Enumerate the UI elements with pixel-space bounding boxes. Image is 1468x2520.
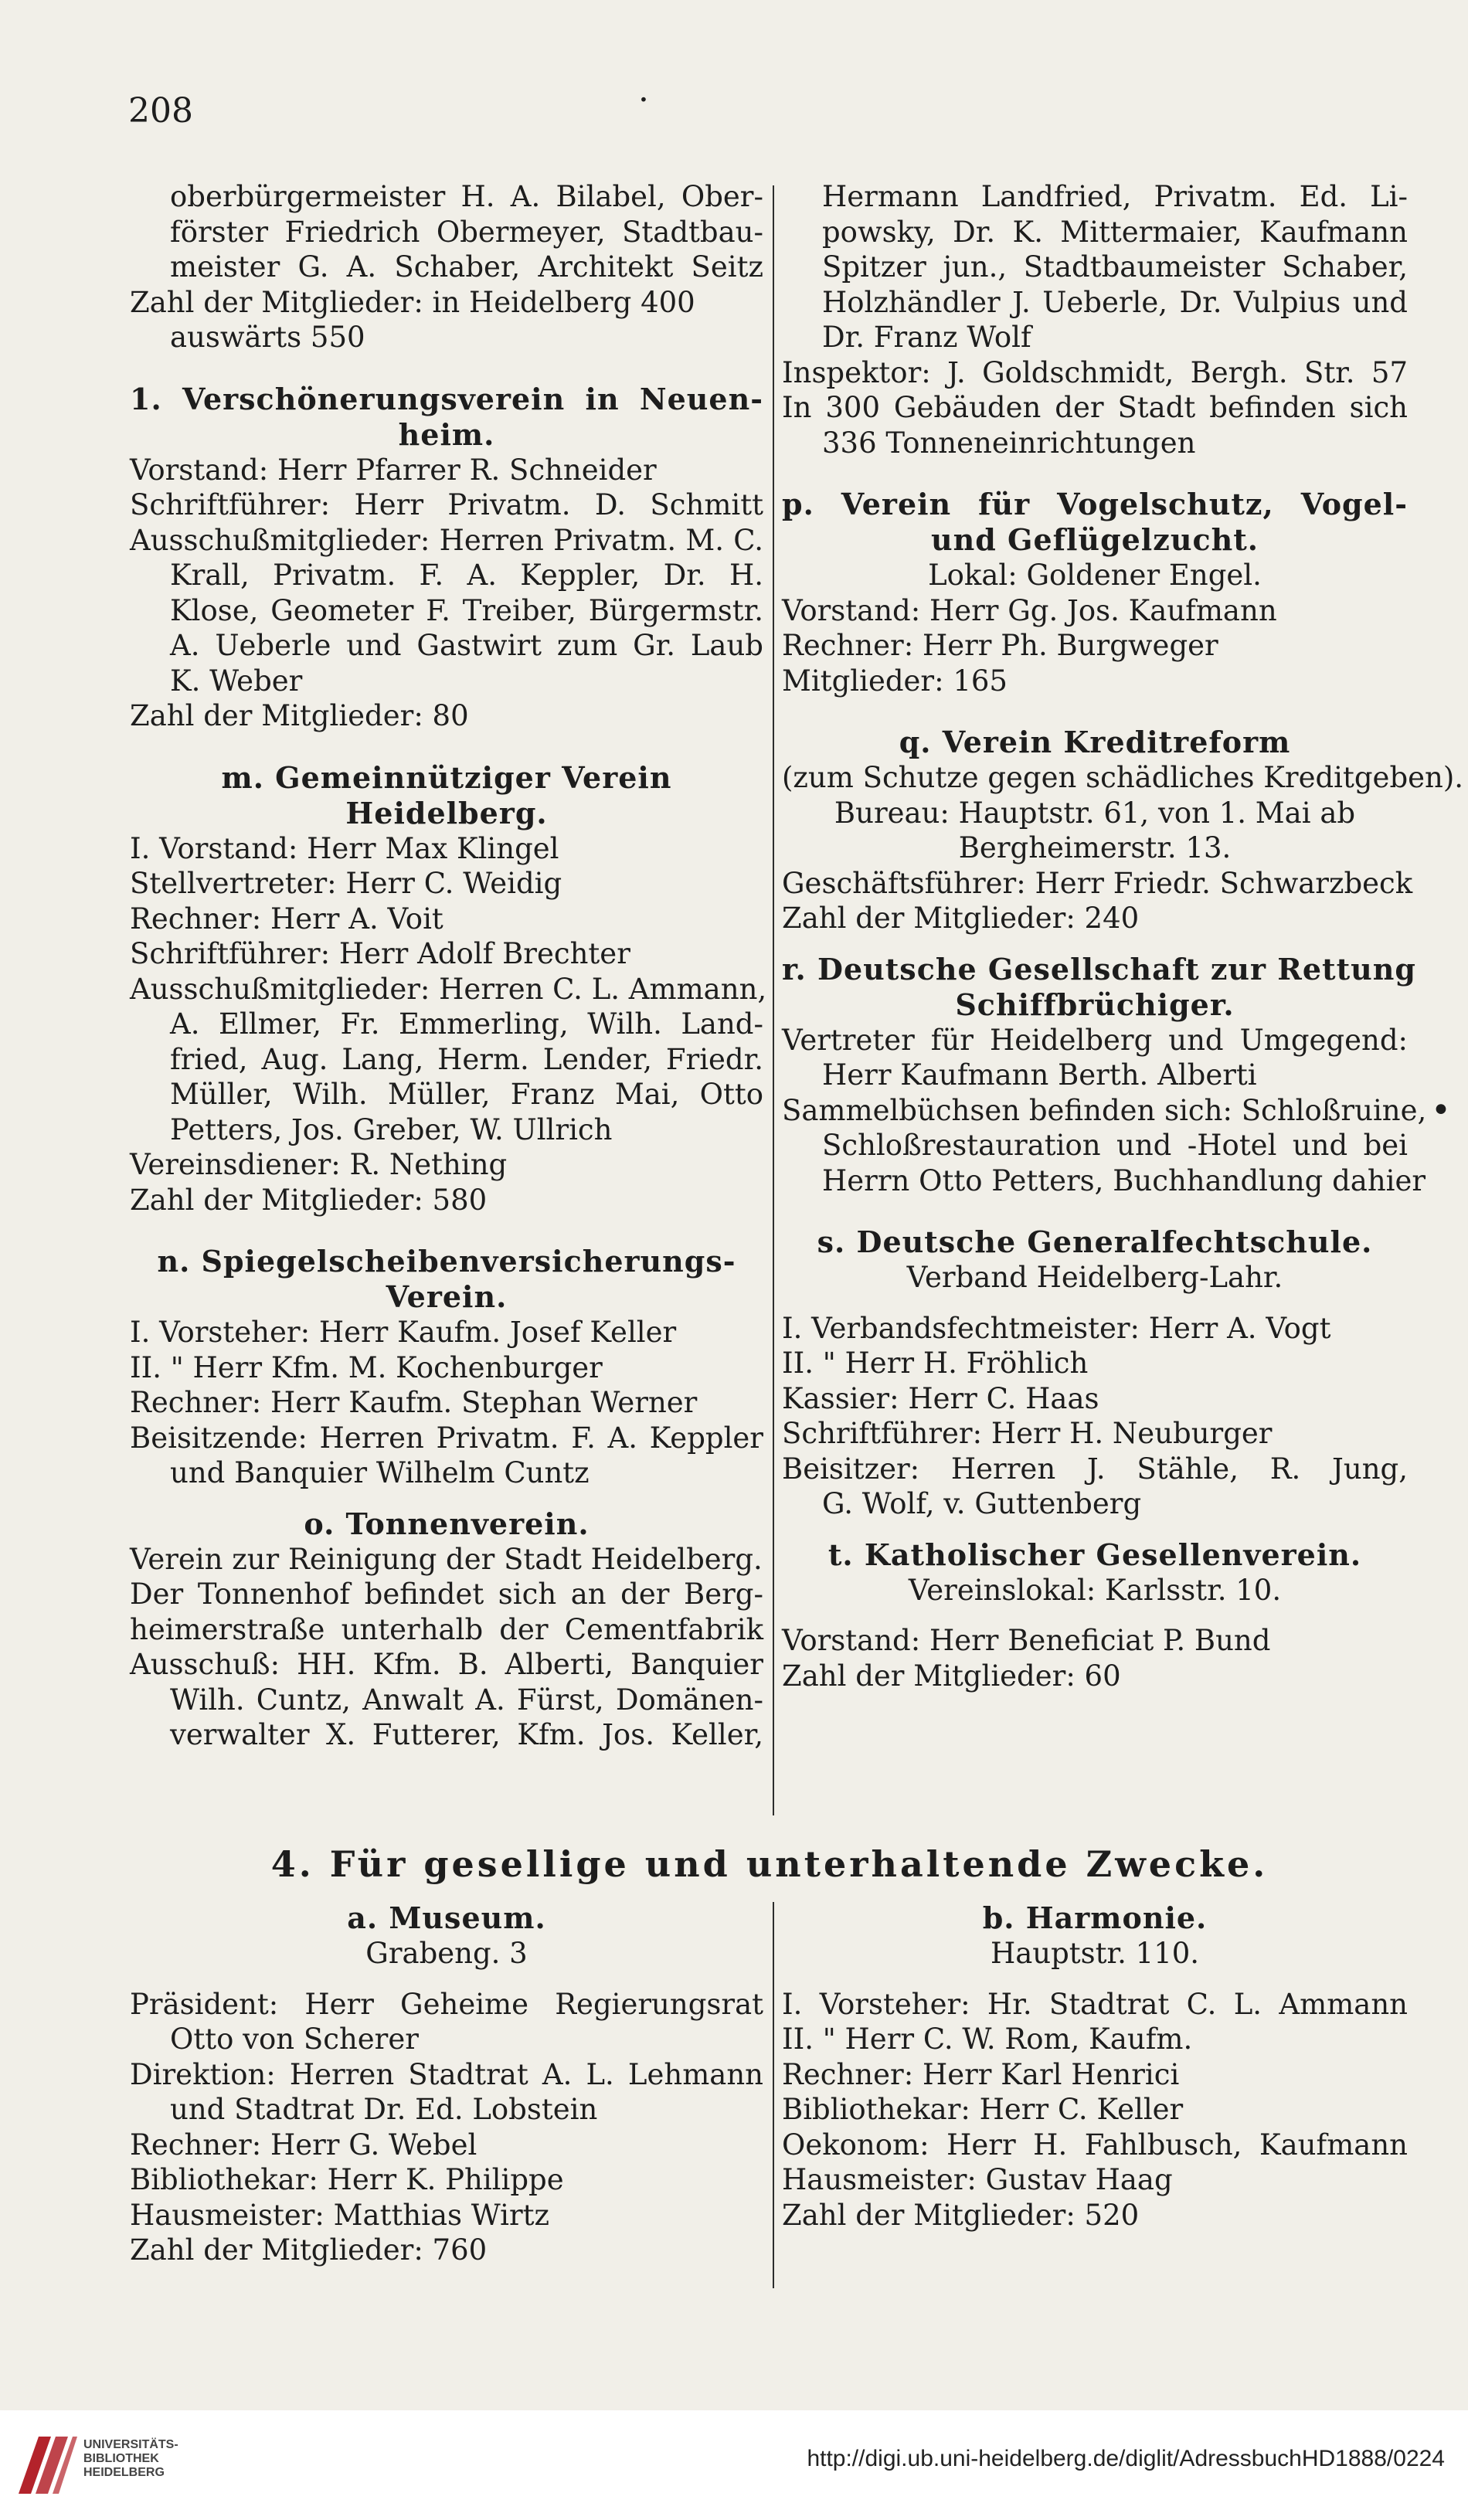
- entry-heading: Heidelberg.: [345, 795, 548, 830]
- text-line: Vereinslokal: Karlsstr. 10.: [908, 1573, 1282, 1607]
- text-line: II. " Herr Kfm. M. Kochenburger: [130, 1350, 603, 1384]
- text-line: Sammelbüchsen befinden sich: Schloßruine,: [782, 1093, 1427, 1127]
- text-line: auswärts 550: [170, 321, 365, 354]
- spacer: [130, 1218, 763, 1244]
- text-line: Ausschuß: HH. Kfm. B. Alberti, Banquier: [130, 1648, 763, 1681]
- text-line: Hausmeister: Matthias Wirtz: [130, 2198, 550, 2232]
- entry-heading: Verein.: [386, 1279, 508, 1314]
- entry-heading: a. Museum.: [347, 1900, 546, 1935]
- spacer: [782, 1522, 1408, 1537]
- library-line: HEIDELBERG: [83, 2466, 165, 2479]
- column-divider: [773, 1902, 774, 2288]
- text-line: II. " Herr C. W. Rom, Kaufm.: [782, 2022, 1193, 2056]
- text-line: Müller, Wilh. Müller, Franz Mai, Otto: [170, 1078, 763, 1111]
- entry-heading: n. Spiegelscheibenversicherungs-: [157, 1244, 736, 1279]
- entry-heading: s. Deutsche Generalfechtschule.: [817, 1224, 1373, 1259]
- entry-heading: b. Harmonie.: [982, 1900, 1208, 1935]
- text-line: Schriftführer: Herr H. Neuburger: [782, 1417, 1273, 1450]
- text-line: Präsident: Herr Geheime Regierungsrat: [130, 1987, 763, 2021]
- text-line: Hausmeister: Gustav Haag: [782, 2163, 1173, 2196]
- spacer: [130, 355, 763, 382]
- spacer: [782, 460, 1408, 487]
- text-line: Zahl der Mitglieder: 240: [782, 902, 1140, 935]
- text-line: Der Tonnenhof befindet sich an der Berg-: [130, 1578, 763, 1611]
- text-line: Rechner: Herr G. Webel: [130, 2128, 477, 2162]
- text-line: Rechner: Herr Ph. Burgweger: [782, 629, 1218, 662]
- text-line: Dr. Franz Wolf: [822, 321, 1031, 354]
- spacer: [130, 1972, 763, 1987]
- ink-speck: •: [1431, 1091, 1451, 1130]
- text-line: Hauptstr. 110.: [990, 1937, 1200, 1970]
- entry-heading: o. Tonnenverein.: [304, 1506, 590, 1541]
- text-line: Zahl der Mitglieder: in Heidelberg 400: [130, 285, 695, 319]
- text-line: Wilh. Cuntz, Anwalt A. Fürst, Domänen-: [170, 1683, 763, 1717]
- text-line: Zahl der Mitglieder: 760: [130, 2233, 488, 2267]
- text-line: Lokal: Goldener Engel.: [928, 559, 1262, 592]
- text-line: Rechner: Herr Kaufm. Stephan Werner: [130, 1386, 698, 1419]
- spacer: [782, 1296, 1408, 1311]
- museum-column: [130, 1900, 763, 2268]
- text-line: fried, Aug. Lang, Herm. Lender, Friedr.: [170, 1042, 763, 1076]
- right-column: [782, 179, 1464, 1693]
- text-line: Hermann Landfried, Privatm. Ed. Li-: [822, 180, 1408, 213]
- text-line: Vereinsdiener: R. Nething: [130, 1148, 508, 1181]
- text-line: Vorstand: Herr Gg. Jos. Kaufmann: [782, 593, 1277, 627]
- text-line: förster Friedrich Obermeyer, Stadtbau-: [170, 215, 763, 249]
- source-url[interactable]: http://digi.ub.uni-heidelberg.de/diglit/AdressbuchHD1888/0224: [807, 2446, 1445, 2471]
- spacer: [130, 1491, 763, 1506]
- entry-heading: p. Verein für Vogelschutz, Vogel-: [782, 487, 1408, 521]
- text-line: Beisitzende: Herren Privatm. F. A. Keppler: [130, 1421, 763, 1455]
- entry-heading: 1. Verschönerungsverein in Neuen-: [130, 381, 763, 416]
- text-line: Verband Heidelberg-Lahr.: [906, 1261, 1283, 1294]
- text-line: Herrn Otto Petters, Buchhandlung dahier: [822, 1163, 1426, 1197]
- text-line: I. Vorsteher: Herr Kaufm. Josef Keller: [130, 1316, 677, 1349]
- text-line: Rechner: Herr A. Voit: [130, 902, 443, 936]
- entry-heading: q. Verein Kreditreform: [899, 725, 1291, 759]
- entry-heading: r. Deutsche Gesellschaft zur Rettung: [782, 951, 1416, 987]
- text-line: II. " Herr H. Fröhlich: [782, 1347, 1089, 1380]
- text-line: Vorstand: Herr Beneficiat P. Bund: [782, 1624, 1271, 1657]
- footer-bar: [0, 2410, 1468, 2520]
- text-line: I. Verbandsfechtmeister: Herr A. Vogt: [782, 1311, 1331, 1345]
- text-line: Zahl der Mitglieder: 80: [130, 699, 469, 732]
- library-line: BIBLIOTHEK: [83, 2452, 159, 2465]
- entry-heading: heim.: [398, 416, 495, 452]
- text-line: Petters, Jos. Greber, W. Ullrich: [170, 1112, 613, 1146]
- entry-heading: m. Gemeinnütziger Verein: [221, 759, 672, 795]
- text-line: Zahl der Mitglieder: 580: [130, 1183, 488, 1217]
- text-line: K. Weber: [170, 664, 303, 698]
- text-line: Ausschußmitglieder: Herren C. L. Ammann,: [130, 972, 767, 1006]
- text-line: oberbürgermeister H. A. Bilabel, Ober-: [170, 180, 763, 213]
- text-line: Bergheimerstr. 13.: [958, 831, 1232, 864]
- spacer: [782, 1972, 1408, 1987]
- text-line: Schriftführer: Herr Privatm. D. Schmitt: [130, 488, 763, 521]
- text-line: Otto von Scherer: [170, 2022, 419, 2056]
- text-line: 336 Tonneneinrichtungen: [822, 426, 1196, 460]
- text-line: In 300 Gebäuden der Stadt befinden sich: [782, 391, 1408, 424]
- text-line: Holzhändler J. Ueberle, Dr. Vulpius und: [822, 285, 1408, 319]
- column-divider: [773, 185, 774, 1815]
- text-line: Spitzer jun., Stadtbaumeister Schaber,: [822, 250, 1408, 284]
- text-line: Bibliothekar: Herr C. Keller: [782, 2093, 1184, 2126]
- text-line: Kassier: Herr C. Haas: [782, 1381, 1099, 1415]
- ink-speck: ·: [638, 80, 649, 120]
- text-line: Geschäftsführer: Herr Friedr. Schwarzbeck: [782, 866, 1413, 900]
- left-column: [130, 179, 767, 1753]
- text-line: und Banquier Wilhelm Cuntz: [170, 1456, 590, 1489]
- text-line: Schriftführer: Herr Adolf Brechter: [130, 937, 630, 970]
- entry-heading: Schiffbrüchiger.: [955, 987, 1235, 1022]
- text-line: Beisitzer: Herren J. Stähle, R. Jung,: [782, 1452, 1408, 1486]
- text-line: meister G. A. Schaber, Architekt Seitz: [170, 250, 763, 284]
- text-line: powsky, Dr. K. Mittermaier, Kaufmann: [822, 215, 1408, 249]
- text-line: Schloßrestauration und -Hotel und bei: [822, 1129, 1408, 1162]
- text-line: Bureau: Hauptstr. 61, von 1. Mai ab: [834, 796, 1356, 830]
- text-line: Inspektor: J. Goldschmidt, Bergh. Str. 57: [782, 355, 1408, 389]
- text-line: Verein zur Reinigung der Stadt Heidelberg.: [130, 1542, 763, 1576]
- text-line: verwalter X. Futterer, Kfm. Jos. Keller,: [170, 1718, 763, 1751]
- text-line: I. Vorstand: Herr Max Klingel: [130, 831, 559, 865]
- text-line: und Stadtrat Dr. Ed. Lobstein: [170, 2093, 598, 2126]
- text-line: G. Wolf, v. Guttenberg: [822, 1487, 1142, 1520]
- spacer: [782, 698, 1408, 725]
- text-line: A. Ellmer, Fr. Emmerling, Wilh. Land-: [170, 1007, 763, 1041]
- text-line: Zahl der Mitglieder: 60: [782, 1659, 1121, 1693]
- text-line: Vorstand: Herr Pfarrer R. Schneider: [130, 453, 657, 487]
- text-line: Stellvertreter: Herr C. Weidig: [130, 867, 562, 900]
- text-line: I. Vorsteher: Hr. Stadtrat C. L. Ammann: [782, 1987, 1408, 2021]
- text-line: Mitglieder: 165: [782, 664, 1008, 698]
- spacer: [782, 936, 1408, 952]
- text-line: (zum Schutze gegen schädliches Kreditgeben).: [782, 761, 1464, 794]
- text-line: Herr Kaufmann Berth. Alberti: [822, 1058, 1257, 1092]
- text-line: Klose, Geometer F. Treiber, Bürgermstr.: [170, 593, 763, 627]
- entry-heading: t. Katholischer Gesellenverein.: [827, 1537, 1362, 1572]
- text-line: A. Ueberle und Gastwirt zum Gr. Laub: [170, 629, 763, 662]
- text-line: Oekonom: Herr H. Fahlbusch, Kaufmann: [782, 2128, 1408, 2162]
- section-title: 4. Für gesellige und unterhaltende Zwecke.: [270, 1843, 1269, 1885]
- text-line: heimerstraße unterhalb der Cementfabrik: [130, 1612, 763, 1646]
- text-line: Grabeng. 3: [365, 1937, 528, 1970]
- spacer: [782, 1198, 1408, 1224]
- library-name: [83, 2438, 178, 2480]
- harmonie-column: [782, 1900, 1408, 2233]
- text-line: Ausschußmitglieder: Herren Privatm. M. C.: [130, 523, 763, 557]
- text-line: Direktion: Herren Stadtrat A. L. Lehmann: [130, 2057, 763, 2091]
- spacer: [130, 734, 763, 760]
- text-line: Zahl der Mitglieder: 520: [782, 2198, 1140, 2232]
- entry-heading: und Geflügelzucht.: [930, 522, 1259, 557]
- text-line: Rechner: Herr Karl Henrici: [782, 2057, 1180, 2091]
- text-line: Krall, Privatm. F. A. Keppler, Dr. H.: [170, 559, 763, 592]
- spacer: [782, 1608, 1408, 1623]
- text-line: Bibliothekar: Herr K. Philippe: [130, 2163, 564, 2196]
- text-line: Vertreter für Heidelberg und Umgegend:: [782, 1023, 1408, 1057]
- library-line: UNIVERSITÄTS-: [83, 2438, 178, 2451]
- page-number: 208: [128, 91, 193, 131]
